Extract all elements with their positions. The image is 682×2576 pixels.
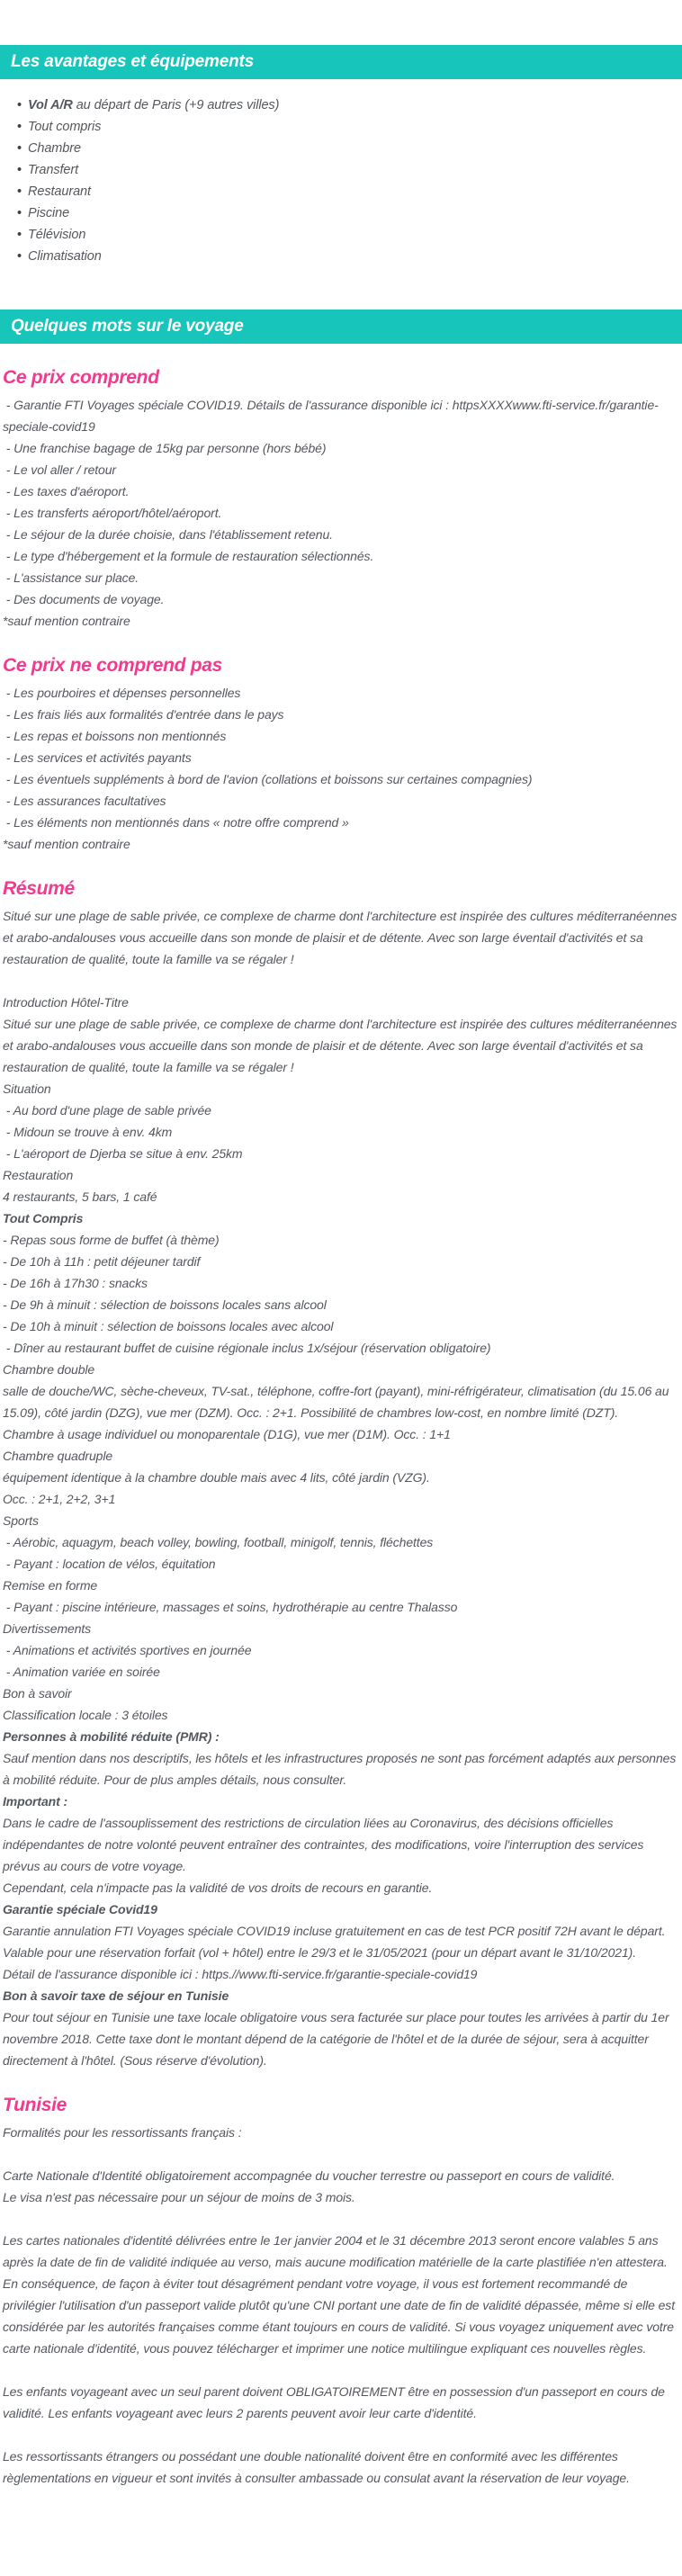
text-line: salle de douche/WC, sèche-cheveux, TV-sat., téléphone, coffre-fort (payant), mini-réfrigérateur, climatisation (du 15.06 au 15.09), côté jardin (DZG), vue mer (DZM). Occ. : 2+1. Possibilité de chambres low-cost, en nombre limité (DZT). (3, 1384, 673, 1420)
advantage-item-text: Télévision (28, 228, 86, 242)
text-line: - Le séjour de la durée choisie, dans l'établissement retenu. (3, 527, 333, 542)
voyage-section (3, 652, 679, 855)
text-line: - Une franchise bagage de 15kg par personne (hors bébé) (3, 441, 327, 455)
text-line: Remise en forme (3, 1578, 98, 1593)
advantage-item (17, 246, 682, 267)
text-line: Sauf mention dans nos descriptifs, les hôtels et les infrastructures proposés ne sont pas forcément adaptés aux personnes à mobilité réduite. Pour de plus amples détails, nous consulter. (3, 1751, 680, 1787)
section-heading: Tunisie (3, 2095, 67, 2115)
text-line: Chambre double (3, 1362, 95, 1377)
text-line: - De 16h à 17h30 : snacks (3, 1276, 148, 1290)
text-line: Situé sur une plage de sable privée, ce complexe de charme dont l'architecture est inspirée des cultures méditerranéennes et arabo-andalouses vous accueille dans son monde de plaisir et de détente. Avec son large éventail d'activités et sa restauration de qualité, toute la famille va se régaler ! (3, 1017, 681, 1074)
advantage-item (17, 94, 682, 116)
text-line: Formalités pour les ressortissants français : (3, 2125, 242, 2140)
text-line: Restauration (3, 1168, 74, 1182)
text-line: Les cartes nationales d'identité délivrées entre le 1er janvier 2004 et le 31 décembre 2013 seront encore valables 5 ans après la date de fin de validité indiquée au verso, mais aucune modification matérielle de la carte plastifiée n'en attestera. En conséquence, de façon à éviter tout désagrément pendant votre voyage, il vous est fortement recommandé de privilégier l'utilisation d'un passeport valide plutôt qu'une CNI portant une date de fin de validité dépassée, même si elle est considérée par les autorités françaises comme étant toujours en cours de validité. Si vous voyagez uniquement avec votre carte nationale d'identité, vous pouvez télécharger et imprimer une notice multilingue expliquant ces nouvelles règles. (3, 2233, 678, 2356)
advantage-item (17, 138, 682, 159)
advantages-section-header (0, 45, 682, 79)
text-line: Chambre à usage individuel ou monoparentale (D1G), vue mer (D1M). Occ. : 1+1 (3, 1427, 451, 1441)
text-line: Situé sur une plage de sable privée, ce complexe de charme dont l'architecture est inspirée des cultures méditerranéennes et arabo-andalouses vous accueille dans son monde de plaisir et de détente. Avec son large éventail d'activités et sa restauration de qualité, toute la famille va se régaler ! (3, 909, 681, 966)
blank-line (3, 970, 679, 992)
blank-line (3, 2143, 679, 2165)
text-line-bold: Bon à savoir taxe de séjour en Tunisie (3, 1988, 229, 2003)
text-line: - Des documents de voyage. (3, 592, 165, 606)
text-line: - Le vol aller / retour (3, 462, 116, 477)
text-line: - L'aéroport de Djerba se situe à env. 25km (3, 1146, 243, 1161)
text-line: Garantie annulation FTI Voyages spéciale COVID19 incluse gratuitement en cas de test PCR positif 72H avant le départ. (3, 1924, 666, 1938)
text-line: - Les assurances facultatives (3, 794, 166, 808)
text-line: - Les repas et boissons non mentionnés (3, 729, 227, 743)
text-line: Introduction Hôtel-Titre (3, 995, 129, 1010)
advantages-list (0, 94, 682, 267)
advantage-item-text: Transfert (28, 163, 79, 177)
text-line: - De 10h à 11h : petit déjeuner tardif (3, 1254, 201, 1269)
text-line: - Le type d'hébergement et la formule de restauration sélectionnés. (3, 549, 374, 563)
text-line: - Au bord d'une plage de sable privée (3, 1103, 211, 1117)
advantage-item (17, 159, 682, 181)
text-line: - Les frais liés aux formalités d'entrée dans le pays (3, 707, 284, 722)
voyage-section-title: Quelques mots sur le voyage (11, 317, 244, 336)
text-line-bold: Tout Compris (3, 1211, 84, 1225)
advantages-section-title: Les avantages et équipements (11, 52, 255, 71)
text-line: Occ. : 2+1, 2+2, 3+1 (3, 1492, 116, 1506)
voyage-section (3, 875, 679, 2071)
text-line: - De 9h à minuit : sélection de boissons locales sans alcool (3, 1297, 327, 1312)
advantage-item (17, 202, 682, 224)
text-line: - De 10h à minuit : sélection de boissons locales avec alcool (3, 1319, 334, 1333)
text-line: Sports (3, 1513, 39, 1528)
text-line: - Animations et activités sportives en journée (3, 1643, 252, 1657)
text-line: Détail de l'assurance disponible ici : https.//www.fti-service.fr/garantie-speciale-covid19 (3, 1967, 478, 1981)
text-line: - Payant : piscine intérieure, massages et soins, hydrothérapie au centre Thalasso (3, 1600, 458, 1614)
text-line-bold: Garantie spéciale Covid19 (3, 1902, 157, 1916)
text-line: équipement identique à la chambre double mais avec 4 lits, côté jardin (VZG). (3, 1470, 430, 1485)
section-heading: Ce prix comprend (3, 367, 159, 388)
text-line: Les enfants voyageant avec un seul parent doivent OBLIGATOIREMENT être en possession d'un passeport en cours de validité. Les enfants voyageant avec leurs 2 parents peuvent avoir leur carte d'identité. (3, 2384, 669, 2420)
text-line: - Les services et activités payants (3, 750, 192, 765)
text-line: Divertissements (3, 1621, 92, 1636)
text-line: Dans le cadre de l'assouplissement des restrictions de circulation liées au Coronavirus, des décisions officielles indépendantes de notre volonté peuvent entraîner des contraintes, des modifications, voire l'interruption des services prévus au cours de votre voyage. (3, 1816, 648, 1873)
text-line: Bon à savoir (3, 1686, 72, 1701)
text-line: - Les éventuels suppléments à bord de l'avion (collations et boissons sur certaines compagnies) (3, 772, 533, 786)
text-line: - Les taxes d'aéroport. (3, 484, 130, 498)
blank-line (3, 2359, 679, 2381)
text-line-bold: Important : (3, 1794, 68, 1809)
text-line: - Les éléments non mentionnés dans « notre offre comprend » (3, 815, 349, 830)
section-heading: Ce prix ne comprend pas (3, 655, 223, 676)
advantage-item-text: Tout compris (28, 120, 102, 134)
voyage-section (3, 364, 679, 632)
text-line: - Aérobic, aquagym, beach volley, bowling, football, minigolf, tennis, fléchettes (3, 1535, 434, 1549)
advantage-item-text: au départ de Paris (+9 autres villes) (72, 98, 280, 112)
section-heading: Résumé (3, 878, 75, 899)
text-line: - Animation variée en soirée (3, 1665, 160, 1679)
text-line: - Garantie FTI Voyages spéciale COVID19. Détails de l'assurance disponible ici : httpsXXXXwww.fti-service.fr/garantie-speciale-covid19 (3, 398, 659, 434)
text-line: Classification locale : 3 étoiles (3, 1708, 168, 1722)
text-line: - Repas sous forme de buffet (à thème) (3, 1233, 220, 1247)
text-line: - Les transferts aéroport/hôtel/aéroport. (3, 506, 222, 520)
text-line: - Dîner au restaurant buffet de cuisine régionale inclus 1x/séjour (réservation obligatoire) (3, 1341, 491, 1355)
advantage-item-bold-text: Vol A/R (28, 98, 73, 112)
text-line: Le visa n'est pas nécessaire pour un séjour de moins de 3 mois. (3, 2190, 355, 2204)
text-line: *sauf mention contraire (3, 837, 130, 851)
text-line: - Midoun se trouve à env. 4km (3, 1125, 173, 1139)
advantage-item-text: Piscine (28, 206, 70, 220)
text-line: - L'assistance sur place. (3, 570, 139, 585)
voyage-sections-container (0, 364, 682, 2489)
text-line: Pour tout séjour en Tunisie une taxe locale obligatoire vous sera facturée sur place pour toutes les arrivées à partir du 1er novembre 2018. Cette taxe dont le montant dépend de la catégorie de l'hôtel et de la durée de séjour, sera à acquitter directement à l'hôtel. (Sous réserve d'évolution). (3, 2010, 673, 2068)
text-line: Carte Nationale d'Identité obligatoirement accompagnée du voucher terrestre ou passeport en cours de validité. (3, 2168, 615, 2183)
text-line: Les ressortissants étrangers ou possédant une double nationalité doivent être en conformité avec les différentes règlementations en vigueur et sont invités à consulter ambassade ou consulat avant la réservation de leur voyage. (3, 2449, 630, 2485)
advantage-item-text: Chambre (28, 141, 81, 156)
text-line: *sauf mention contraire (3, 614, 130, 628)
advantage-item-text: Restaurant (28, 184, 91, 199)
text-line: Valable pour une réservation forfait (vol + hôtel) entre le 29/3 et le 31/05/2021 (pour un départ avant le 31/10/2021). (3, 1945, 637, 1960)
text-line: Situation (3, 1082, 51, 1096)
advantage-item-text: Climatisation (28, 249, 102, 264)
text-line: Cependant, cela n'impacte pas la validité de vos droits de recours en garantie. (3, 1880, 433, 1895)
voyage-section (3, 2092, 679, 2489)
advantage-item (17, 181, 682, 202)
text-line: Chambre quadruple (3, 1449, 113, 1463)
advantage-item (17, 224, 682, 246)
voyage-section-header (0, 310, 682, 344)
text-line-bold: Personnes à mobilité réduite (PMR) : (3, 1729, 220, 1744)
advantage-item (17, 116, 682, 138)
text-line: - Payant : location de vélos, équitation (3, 1557, 216, 1571)
text-line: - Les pourboires et dépenses personnelles (3, 686, 241, 700)
blank-line (3, 2424, 679, 2446)
blank-line (3, 2208, 679, 2230)
text-line: 4 restaurants, 5 bars, 1 café (3, 1189, 157, 1204)
